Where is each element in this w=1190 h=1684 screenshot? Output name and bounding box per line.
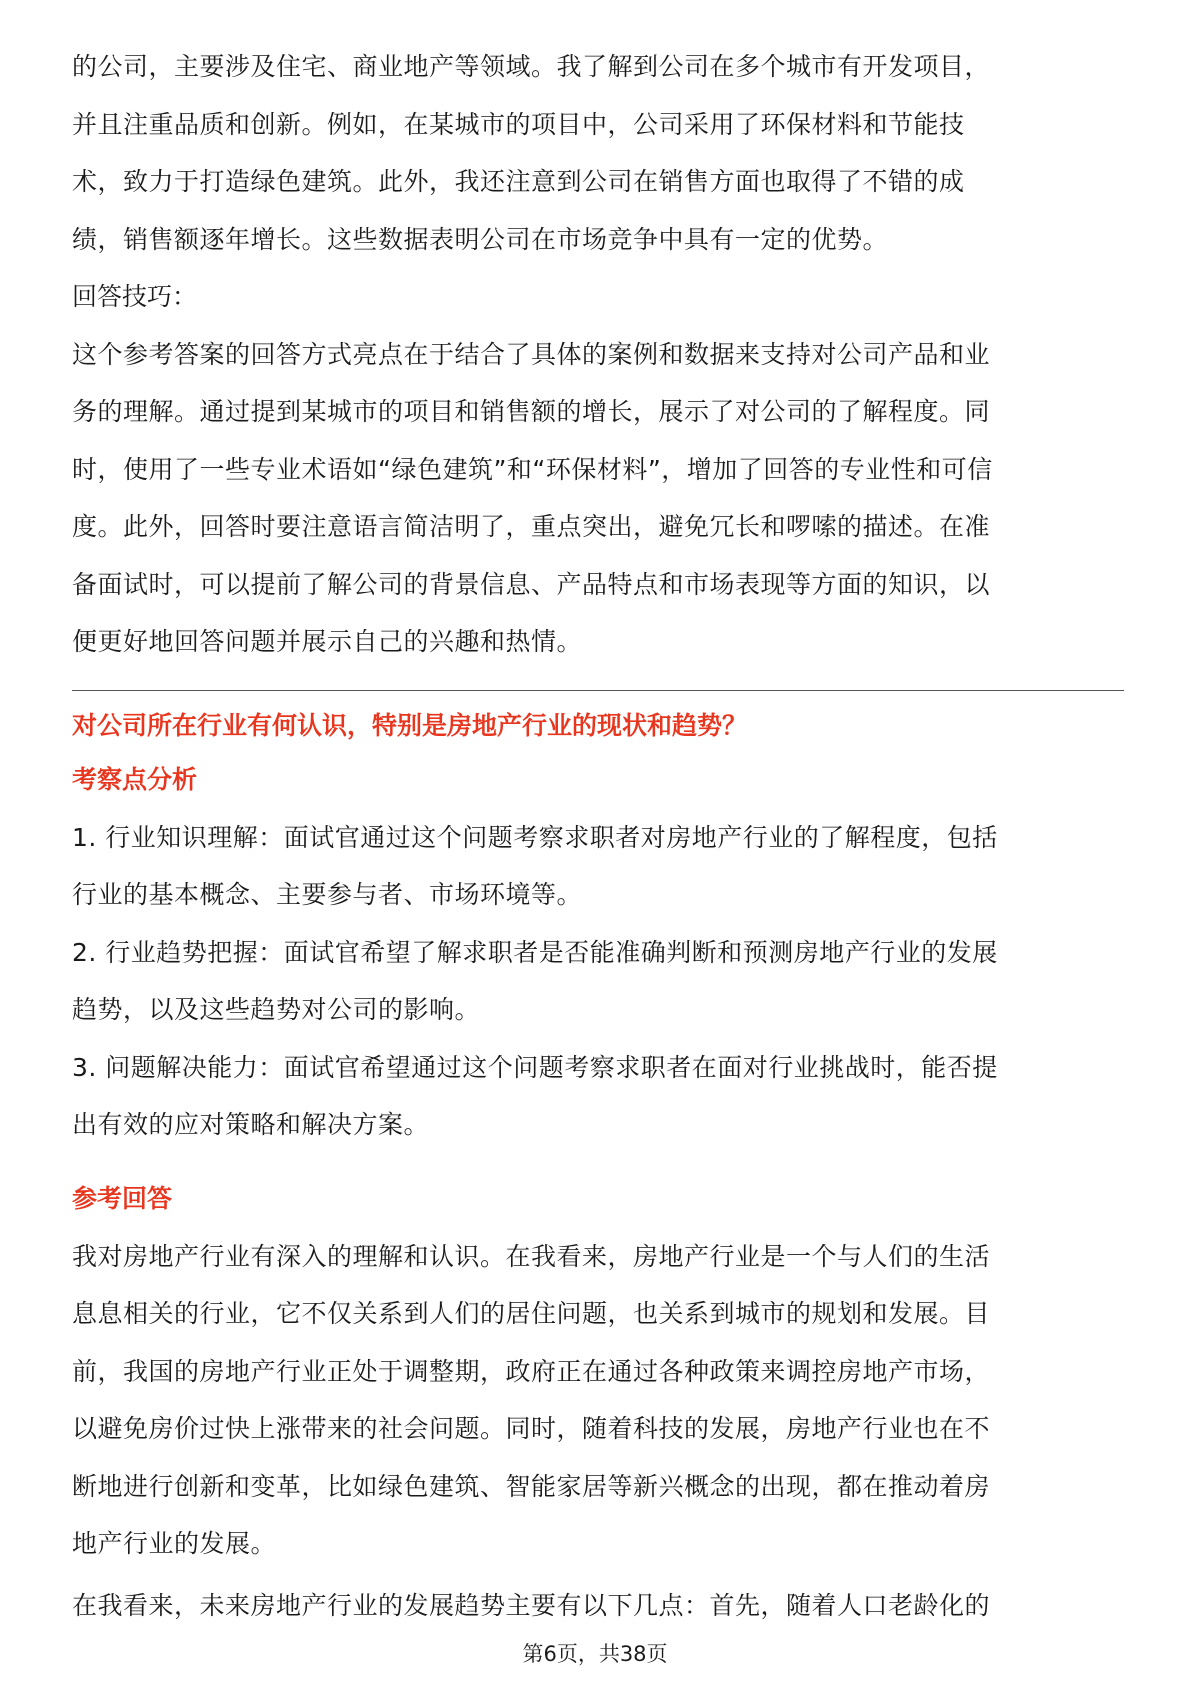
- answer-paragraph: [72, 1228, 1124, 1573]
- answer-heading: 参考回答: [72, 1183, 173, 1213]
- text-line: 在我看来，未来房地产行业的发展趋势主要有以下几点：首先，随着人口老龄化的: [72, 1590, 991, 1620]
- text-line: 以避免房价过快上涨带来的社会问题。同时，随着科技的发展，房地产行业也在不: [72, 1414, 991, 1443]
- text-line: 我对房地产行业有深入的理解和认识。在我看来，房地产行业是一个与人们的生活: [72, 1241, 991, 1271]
- text-line: 绩，销售额逐年增长。这些数据表明公司在市场竞争中具有一定的优势。: [72, 224, 889, 254]
- text-line: 并且注重品质和创新。例如，在某城市的项目中，公司采用了环保材料和节能技: [72, 109, 965, 139]
- text-line: 度。此外，回答时要注意语言简洁明了，重点突出，避免冗长和啰嗦的描述。在准: [72, 512, 991, 541]
- document-page: [72, 38, 1124, 1634]
- question-heading: 对公司所在行业有何认识，特别是房地产行业的现状和趋势？: [72, 710, 748, 740]
- text-line: 前，我国的房地产行业正处于调整期，政府正在通过各种政策来调控房地产市场，: [72, 1356, 991, 1386]
- analysis-point-line: 1. 行业知识理解：面试官通过这个问题考察求职者对房地产行业的了解程度，包括: [72, 822, 998, 852]
- analysis-heading: 考察点分析: [72, 764, 198, 794]
- analysis-point-line: 行业的基本概念、主要参与者、市场环境等。: [72, 880, 583, 909]
- page-footer: 第6页，共38页: [522, 1642, 668, 1666]
- text-line: 便更好地回答问题并展示自己的兴趣和热情。: [72, 627, 583, 656]
- text-line: 时，使用了一些专业术语如“绿色建筑”和“环保材料”，增加了回答的专业性和可信: [72, 454, 993, 484]
- analysis-point-line: 出有效的应对策略和解决方案。: [72, 1110, 430, 1139]
- answer-paragraph: [72, 1577, 1124, 1635]
- intro-paragraph: [72, 38, 1124, 268]
- analysis-list: [72, 809, 1124, 1154]
- analysis-point-line: 3. 问题解决能力：面试官希望通过这个问题考察求职者在面对行业挑战时，能否提: [72, 1052, 998, 1082]
- text-line: 务的理解。通过提到某城市的项目和销售额的增长，展示了对公司的了解程度。同: [72, 397, 991, 426]
- section-divider: [72, 690, 1124, 691]
- text-line: 断地进行创新和变革，比如绿色建筑、智能家居等新兴概念的出现，都在推动着房: [72, 1471, 991, 1501]
- tips-paragraph: [72, 326, 1124, 671]
- text-line: 备面试时，可以提前了解公司的背景信息、产品特点和市场表现等方面的知识，以: [72, 569, 991, 599]
- analysis-point-line: 趋势，以及这些趋势对公司的影响。: [72, 995, 481, 1024]
- analysis-point-line: 2. 行业趋势把握：面试官希望了解求职者是否能准确判断和预测房地产行业的发展: [72, 937, 998, 967]
- tips-label: 回答技巧：: [72, 282, 198, 311]
- text-line: 地产行业的发展。: [72, 1529, 277, 1558]
- text-line: 术，致力于打造绿色建筑。此外，我还注意到公司在销售方面也取得了不错的成: [72, 167, 965, 196]
- text-line: 的公司，主要涉及住宅、商业地产等领域。我了解到公司在多个城市有开发项目，: [72, 52, 991, 81]
- text-line: 这个参考答案的回答方式亮点在于结合了具体的案例和数据来支持对公司产品和业: [72, 339, 991, 369]
- text-line: 息息相关的行业，它不仅关系到人们的居住问题，也关系到城市的规划和发展。目: [72, 1299, 991, 1328]
